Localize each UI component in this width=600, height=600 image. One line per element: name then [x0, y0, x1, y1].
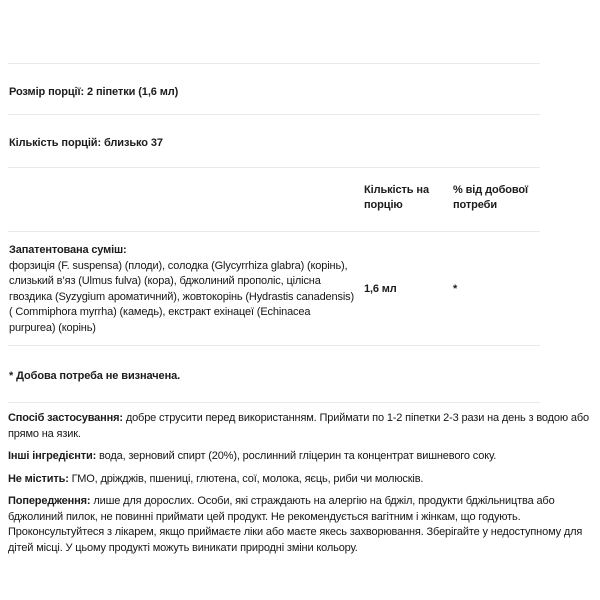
contains-no-label: Не містить: — [8, 472, 69, 485]
other-ingredients-text: вода, зерновий спирт (20%), рослинний гліцерин та концентрат вишневого соку. — [99, 450, 497, 462]
contains-no-text: ГМО, дріжджів, пшениці, глютена, сої, молока, яєць, риби чи молюсків. — [71, 472, 424, 485]
other-ingredients-label: Інші інгредієнти: — [8, 450, 97, 462]
info-paragraphs — [8, 403, 592, 556]
blend-title: Запатентована суміш: — [9, 244, 127, 256]
dv-footnote: * Добова потреба не визначена. — [9, 370, 181, 382]
column-header-amount: Кількість на порцію — [364, 184, 429, 211]
servings-count-row — [8, 115, 540, 167]
directions-label: Спосіб застосування: — [8, 412, 123, 424]
serving-size-label: Розмір порції: — [9, 86, 85, 98]
blend-amount: 1,6 мл — [364, 283, 397, 295]
servings-count-value: близько 37 — [104, 137, 163, 149]
directions-text: добре струсити перед використанням. Приймати по 1-2 піпетки 2-3 рази на день з водою або прямо на язик. — [8, 412, 589, 440]
directions-paragraph — [8, 411, 592, 442]
warnings-text: лише для дорослих. Особи, які страждають на алергію на бджіл, продукти бджільництва або бджолиний пилок, не повинні приймати цей продукт. Не рекомендується вагітним і жінкам, що годують. Проконсультуйтеся з лікарем, якщо приймаєте ліки або маєте якесь захворювання. Зберігайте у недоступному для дітей місці. У цьому продукті можуть виникати природні зміни кольору. — [8, 495, 583, 554]
warnings-label: Попередження: — [8, 495, 91, 507]
column-header-row — [8, 168, 540, 231]
column-header-dv: % від добової потреби — [453, 184, 529, 211]
blend-ingredients: форзиція (F. suspensa) (плоди), солодка (Glycyrrhiza glabra) (корінь), слизький в’яз (Ulmus fulva) (кора), бджолиний прополіс, цілісна гвоздика (Syzygium ароматичний), жовтокорінь (Hydrastis canadensis) ( Commiphora myrrha) (камедь), екстракт ехінацеї (Echinacea purpurea) (корінь) — [9, 259, 354, 334]
column-header-spacer — [9, 183, 364, 213]
warnings-paragraph — [8, 494, 592, 556]
blend-name — [9, 243, 364, 336]
blend-dv-asterisk: * — [453, 283, 458, 295]
proprietary-blend-row — [8, 232, 540, 345]
contains-no-paragraph — [8, 472, 592, 488]
supplement-facts-table — [8, 0, 540, 403]
other-ingredients-paragraph — [8, 449, 592, 465]
serving-size-row — [8, 64, 540, 114]
serving-size-value: 2 піпетки (1,6 мл) — [87, 86, 179, 98]
servings-count-label: Кількість порцій: — [9, 137, 102, 149]
